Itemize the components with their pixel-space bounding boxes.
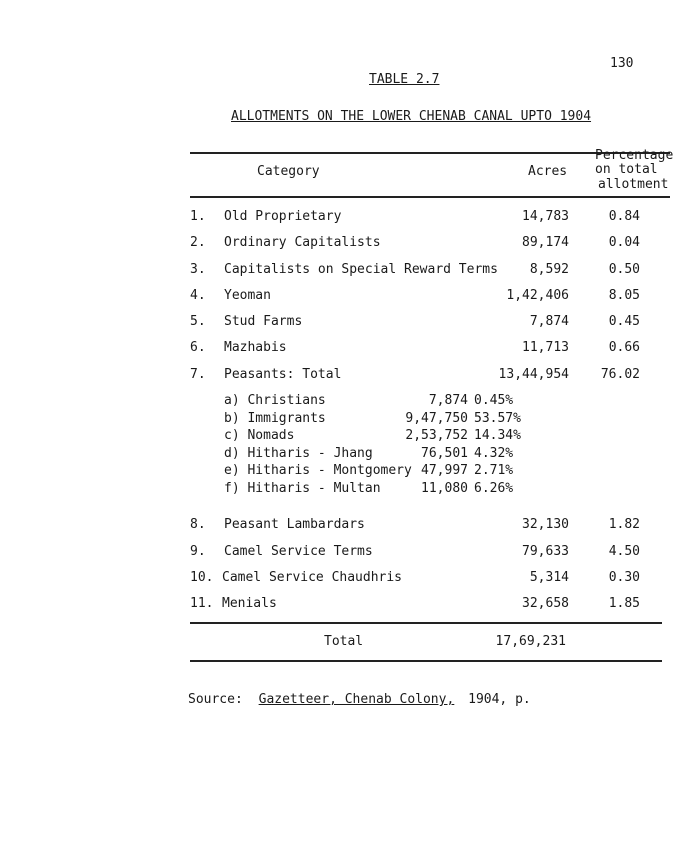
page-number: 130 — [610, 56, 634, 71]
source-suffix: 1904, p. — [468, 692, 531, 707]
sub-row-acres: 11,080 — [421, 481, 468, 496]
sub-row-percentage: 2.71% — [474, 463, 514, 479]
sub-row-category: b) Immigrants — [224, 410, 326, 426]
row-acres: 8,592 — [529, 262, 569, 277]
row-percentage: 0.50 — [608, 262, 640, 277]
row-number: 1. — [190, 209, 206, 224]
sub-row-category: d) Hitharis - Jhang — [224, 445, 373, 461]
row-percentage: 8.05 — [608, 288, 640, 303]
source-prefix: Source: — [188, 692, 243, 707]
row-category: Ordinary Capitalists — [224, 235, 381, 250]
sub-row-category: c) Nomads — [224, 428, 295, 444]
row-acres: 1,42,406 — [506, 288, 569, 303]
row-number: 5. — [190, 314, 206, 329]
row-acres: 32,130 — [522, 517, 569, 532]
sub-row-percentage: 6.26% — [474, 481, 514, 496]
row-percentage: 0.84 — [608, 209, 640, 224]
row-percentage: 76.02 — [600, 367, 640, 382]
row-number: 10. — [190, 570, 214, 585]
row-percentage: 0.66 — [608, 340, 640, 355]
sub-row-percentage: 14.34% — [474, 428, 521, 444]
sub-row-acres: 47,997 — [421, 463, 468, 479]
source-line — [188, 692, 531, 707]
table-subtitle: ALLOTMENTS ON THE LOWER CHENAB CANAL UPTO 1904 — [231, 109, 592, 124]
row-acres: 11,713 — [522, 340, 569, 355]
total-acres: 17,69,231 — [495, 634, 566, 649]
row-acres: 7,874 — [529, 314, 569, 329]
row-percentage: 0.04 — [608, 235, 640, 250]
row-category: Mazhabis — [224, 340, 287, 355]
row-category: Peasant Lambardars — [224, 517, 365, 532]
row-category: Old Proprietary — [224, 209, 342, 224]
row-number: 9. — [190, 544, 206, 559]
row-number: 7. — [190, 367, 206, 382]
row-category: Stud Farms — [224, 314, 303, 329]
row-acres: 13,44,954 — [498, 367, 569, 382]
row-acres: 5,314 — [529, 570, 569, 585]
total-top-rule — [190, 622, 662, 624]
row-number: 2. — [190, 235, 206, 250]
sub-row-percentage: 4.32% — [474, 445, 514, 461]
sub-row-category: e) Hitharis - Montgomery — [224, 463, 412, 479]
sub-row-category: f) Hitharis - Multan — [224, 481, 381, 496]
row-number: 8. — [190, 517, 206, 532]
header-on-total: on total — [595, 162, 658, 177]
row-number: 6. — [190, 340, 206, 355]
row-acres: 79,633 — [522, 544, 569, 559]
sub-row-percentage: 53.57% — [474, 410, 521, 426]
row-category: Yeoman — [224, 288, 271, 303]
row-category: Camel Service Terms — [224, 544, 373, 559]
header-category: Category — [257, 164, 320, 179]
header-acres: Acres — [528, 164, 568, 179]
row-percentage: 0.30 — [608, 570, 640, 585]
header-bottom-rule — [190, 196, 670, 198]
row-category: Camel Service Chaudhris — [222, 570, 403, 585]
table-title: TABLE 2.7 — [369, 72, 440, 87]
sub-row-acres: 7,874 — [428, 393, 468, 408]
header-percentage: Percentage — [595, 148, 674, 163]
total-label: Total — [324, 634, 364, 649]
header-allotment: allotment — [598, 177, 669, 192]
row-acres: 14,783 — [522, 209, 569, 224]
sub-row-category: a) Christians — [224, 393, 326, 408]
sub-row-acres: 2,53,752 — [405, 428, 468, 444]
total-bottom-rule — [190, 660, 662, 662]
row-percentage: 0.45 — [608, 314, 640, 329]
sub-row-acres: 76,501 — [421, 445, 468, 461]
row-number: 3. — [190, 262, 206, 277]
sub-row-acres: 9,47,750 — [405, 410, 468, 426]
sub-row-percentage: 0.45% — [474, 393, 514, 408]
row-category: Capitalists on Special Reward Terms — [224, 262, 498, 277]
row-percentage: 1.85 — [608, 596, 640, 611]
row-number: 11. — [190, 596, 214, 611]
row-percentage: 1.82 — [608, 517, 640, 532]
row-acres: 89,174 — [522, 235, 569, 250]
row-category: Menials — [222, 596, 277, 611]
row-number: 4. — [190, 288, 206, 303]
row-acres: 32,658 — [522, 596, 569, 611]
row-category: Peasants: Total — [224, 367, 342, 382]
row-percentage: 4.50 — [608, 544, 640, 559]
source-reference: Gazetteer, Chenab Colony, — [258, 692, 455, 707]
